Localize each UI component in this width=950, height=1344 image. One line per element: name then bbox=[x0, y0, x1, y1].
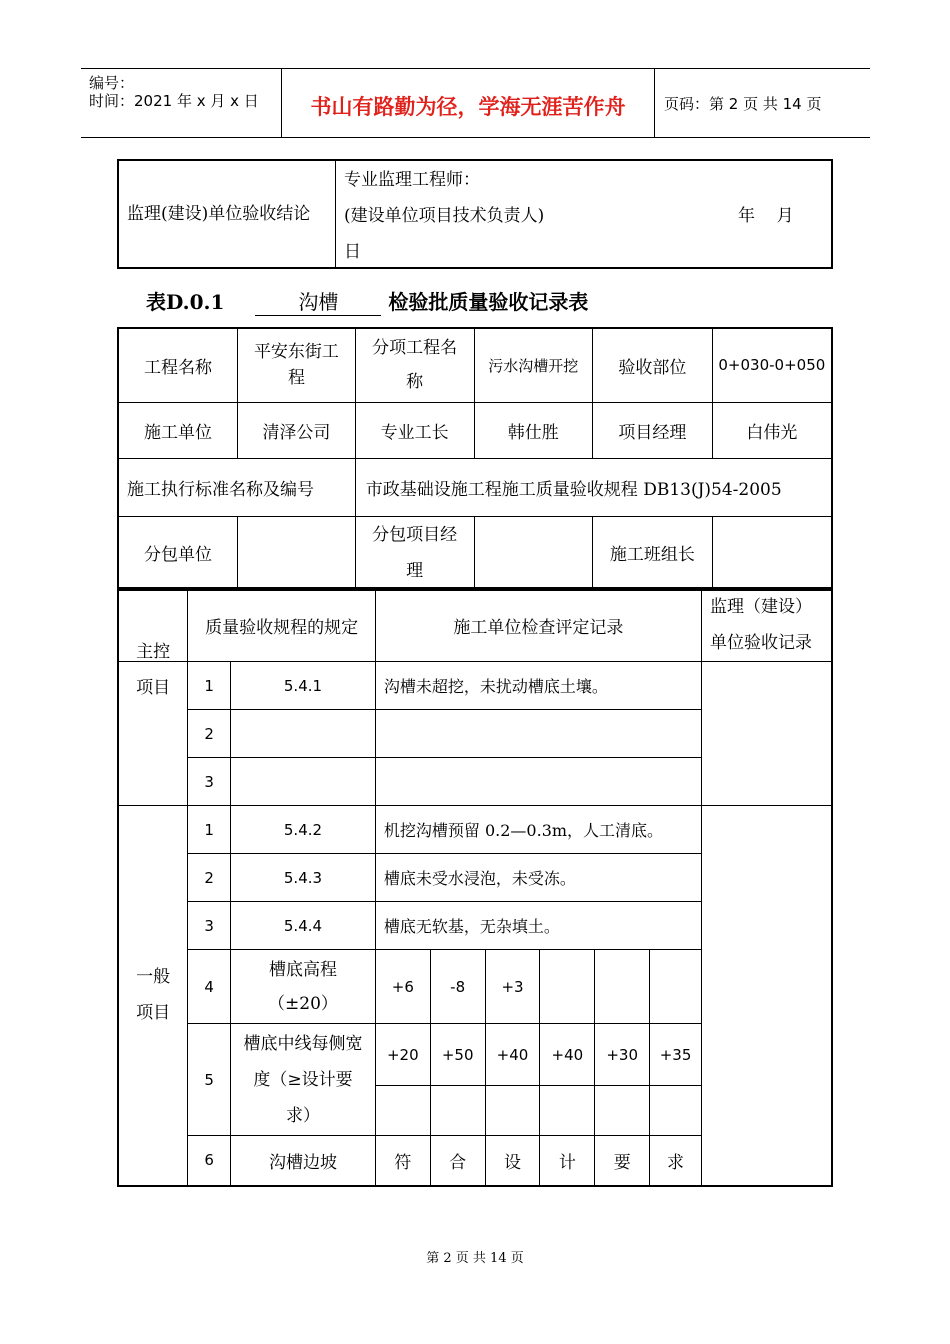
page-footer: 第 2 页 共 14 页 bbox=[426, 1251, 524, 1266]
measurement-cell bbox=[485, 1086, 540, 1136]
general-supervisor-record bbox=[701, 806, 832, 1186]
header-motto-cell bbox=[281, 69, 655, 137]
serial-label: 编号： bbox=[89, 74, 135, 92]
measurement-cell bbox=[430, 1086, 485, 1136]
form-subject: 沟槽 bbox=[255, 286, 381, 316]
measurement-cell: -8 bbox=[430, 950, 485, 1024]
slope-cell: 求 bbox=[650, 1136, 702, 1186]
supervisor-engineer-label: 专业监理工程师： bbox=[344, 170, 480, 190]
general-row-record: 机挖沟槽预留 0.2—0.3m，人工清底。 bbox=[375, 806, 701, 854]
project-name: 平安东街工程 bbox=[238, 328, 356, 402]
center-width-item: 槽底中线每侧宽度（≥设计要求） bbox=[231, 1024, 376, 1136]
general-row-clause: 5.4.3 bbox=[231, 854, 376, 902]
measurement-cell bbox=[540, 950, 595, 1024]
main-row-no: 3 bbox=[188, 758, 231, 806]
measurement-cell: +50 bbox=[430, 1024, 485, 1086]
slope-cell: 符 bbox=[375, 1136, 430, 1186]
supervisor-box bbox=[117, 159, 833, 269]
standard-label: 施工执行标准名称及编号 bbox=[118, 458, 355, 516]
bottom-elevation-item: 槽底高程（±20） bbox=[231, 950, 376, 1024]
sub-pm bbox=[474, 516, 593, 590]
general-row-no: 3 bbox=[188, 902, 231, 950]
motto: 书山有路勤为径，学海无涯苦作舟 bbox=[310, 95, 626, 119]
owner-tech-lead-label: (建设单位项目技术负责人) bbox=[344, 206, 545, 226]
measurement-cell: +3 bbox=[485, 950, 540, 1024]
foreman: 韩仕胜 bbox=[474, 402, 593, 458]
form-title-text: 检验批质量验收记录表 bbox=[388, 290, 589, 314]
general-row-no: 5 bbox=[188, 1024, 231, 1136]
measurement-cell bbox=[375, 1086, 430, 1136]
supervisor-signoff-cell bbox=[336, 160, 833, 268]
contractor-label: 施工单位 bbox=[118, 402, 238, 458]
measurement-cell: +20 bbox=[375, 1024, 430, 1086]
slope-cell: 设 bbox=[485, 1136, 540, 1186]
inspect-part-label: 验收部位 bbox=[593, 328, 713, 402]
foreman-label: 专业工长 bbox=[355, 402, 474, 458]
main-row-record bbox=[375, 758, 701, 806]
date-label: 时间：2021 年 x 月 x 日 bbox=[89, 92, 259, 110]
team-lead-label: 施工班组长 bbox=[593, 516, 713, 590]
measurement-cell: +30 bbox=[595, 1024, 650, 1086]
slope-cell: 合 bbox=[430, 1136, 485, 1186]
measurement-cell bbox=[595, 950, 650, 1024]
year-month-label: 年 月 bbox=[738, 206, 794, 226]
subcontractor bbox=[238, 516, 356, 590]
measurement-cell: +35 bbox=[650, 1024, 702, 1086]
project-name-label: 工程名称 bbox=[118, 328, 238, 402]
supervisor-conclusion-label: 监理(建设)单位验收结论 bbox=[118, 160, 336, 268]
main-row-no: 1 bbox=[188, 662, 231, 710]
form-number: 表D.0.1 bbox=[146, 290, 225, 314]
general-row-no: 6 bbox=[188, 1136, 231, 1186]
measurement-cell: +40 bbox=[540, 1024, 595, 1086]
general-row-record: 槽底未受水浸泡，未受冻。 bbox=[375, 854, 701, 902]
inspect-part: 0+030-0+050 bbox=[712, 328, 832, 402]
main-row-record bbox=[375, 710, 701, 758]
main-row-record: 沟槽未超挖，未扰动槽底土壤。 bbox=[375, 662, 701, 710]
info-table bbox=[117, 327, 833, 591]
measurement-cell bbox=[650, 1086, 702, 1136]
subcontractor-label: 分包单位 bbox=[118, 516, 238, 590]
general-row-no: 4 bbox=[188, 950, 231, 1024]
pm: 白伟光 bbox=[712, 402, 832, 458]
main-row-clause bbox=[231, 758, 376, 806]
main-row-no: 2 bbox=[188, 710, 231, 758]
header-right bbox=[654, 69, 870, 137]
slope-cell: 计 bbox=[540, 1136, 595, 1186]
spec-header: 质量验收规程的规定 bbox=[188, 588, 376, 662]
general-label: 一般项目 bbox=[118, 806, 188, 1186]
page-info: 页码：第 2 页 共 14 页 bbox=[664, 95, 822, 113]
main-row-clause: 5.4.1 bbox=[231, 662, 376, 710]
page-header bbox=[81, 68, 870, 138]
sub-pm-label: 分包项目经理 bbox=[355, 516, 474, 590]
supervisor-header: 监理（建设）单位验收记录 bbox=[701, 588, 832, 662]
measurement-cell: +40 bbox=[485, 1024, 540, 1086]
sub-project: 污水沟槽开挖 bbox=[474, 328, 593, 402]
measurement-cell bbox=[650, 950, 702, 1024]
general-row-no: 1 bbox=[188, 806, 231, 854]
contractor: 清泽公司 bbox=[238, 402, 356, 458]
form-title bbox=[146, 286, 588, 316]
inspection-table bbox=[117, 587, 833, 1187]
general-row-no: 2 bbox=[188, 854, 231, 902]
general-row-clause: 5.4.4 bbox=[231, 902, 376, 950]
standard: 市政基础设施工程施工质量验收规程 DB13(J)54-2005 bbox=[355, 458, 832, 516]
header-left bbox=[81, 69, 281, 137]
sub-project-label: 分项工程名称 bbox=[355, 328, 474, 402]
slope-item: 沟槽边坡 bbox=[231, 1136, 376, 1186]
main-control-label: 主控项目 bbox=[118, 662, 188, 806]
team-lead bbox=[712, 516, 832, 590]
main-supervisor-record bbox=[701, 662, 832, 806]
measurement-cell: +6 bbox=[375, 950, 430, 1024]
day-label: 日 bbox=[344, 242, 361, 262]
record-header: 施工单位检查评定记录 bbox=[375, 588, 701, 662]
general-row-record: 槽底无软基，无杂填土。 bbox=[375, 902, 701, 950]
main-row-clause bbox=[231, 710, 376, 758]
measurement-cell bbox=[595, 1086, 650, 1136]
pm-label: 项目经理 bbox=[593, 402, 713, 458]
slope-cell: 要 bbox=[595, 1136, 650, 1186]
general-row-clause: 5.4.2 bbox=[231, 806, 376, 854]
measurement-cell bbox=[540, 1086, 595, 1136]
